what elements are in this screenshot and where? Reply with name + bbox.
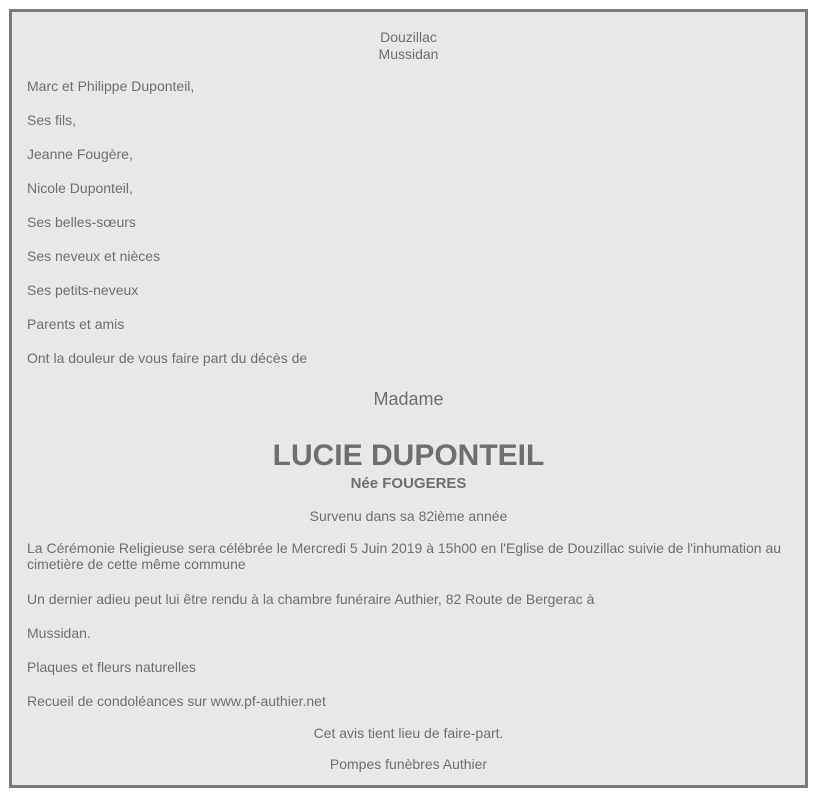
deceased-name: LUCIE DUPONTEIL (272, 439, 545, 472)
header-town-mussidan: Mussidan (378, 46, 439, 62)
family-line-nicole: Nicole Duponteil, (27, 180, 133, 196)
flowers-note: Plaques et fleurs naturelles (27, 659, 196, 675)
family-line-jeanne: Jeanne Fougère, (27, 146, 133, 162)
family-line-sisters-in-law: Ses belles-sœurs (27, 214, 136, 230)
family-line-sons: Ses fils, (27, 112, 77, 128)
footer-notice: Cet avis tient lieu de faire-part. (313, 725, 504, 741)
age-line: Survenu dans sa 82ième année (309, 508, 508, 524)
family-line-sons-names: Marc et Philippe Duponteil, (27, 78, 195, 94)
family-line-relatives-friends: Parents et amis (27, 316, 125, 332)
farewell-town: Mussidan. (27, 625, 91, 641)
condolences-note: Recueil de condoléances sur www.pf-authier.net (27, 693, 326, 709)
farewell-details: Un dernier adieu peut lui être rendu à la chambre funéraire Authier, 82 Route de Bergerac à (27, 591, 595, 607)
deceased-maiden-name: Née FOUGERES (350, 475, 467, 492)
header-town-douzillac: Douzillac (380, 29, 437, 45)
death-notice (9, 9, 808, 788)
footer-funeral-home: Pompes funèbres Authier (329, 756, 488, 772)
family-line-grand-nephews: Ses petits-neveux (27, 282, 139, 298)
announcement-line: Ont la douleur de vous faire part du décès de (27, 350, 308, 366)
deceased-title: Madame (373, 389, 444, 409)
family-line-nephews-nieces: Ses neveux et nièces (27, 248, 161, 264)
ceremony-details: La Cérémonie Religieuse sera célébrée le Mercredi 5 Juin 2019 à 15h00 en l'Eglise de Douzillac suivie de l'inhumation au cimetière de cette même commune (27, 540, 782, 572)
